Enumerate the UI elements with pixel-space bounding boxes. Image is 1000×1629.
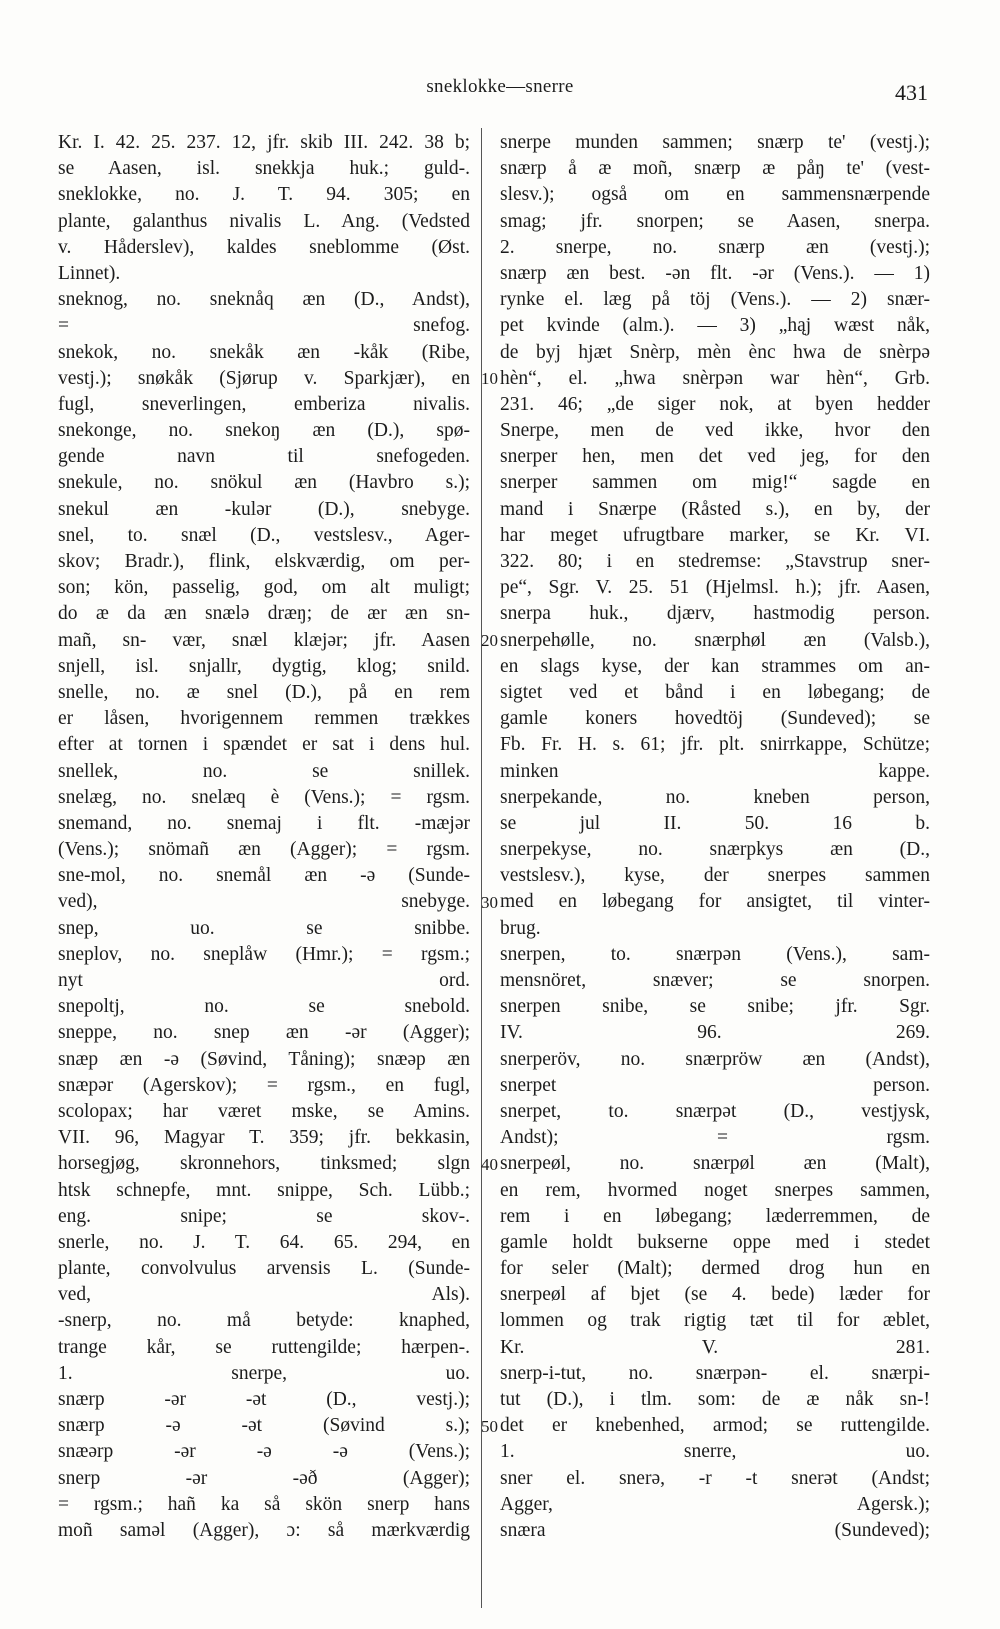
text-line: snerp-i-tut, no. snærpən- el. snærpi-: [500, 1362, 930, 1384]
text-line: snerpehølle, no. snærphøl æn (Valsb.),: [500, 629, 930, 651]
text-line: snel, to. snæl (D., vestslesv., Ager-: [58, 524, 470, 546]
text-line: en slags kyse, der kan strammes om an-: [500, 655, 930, 677]
text-line: Fb. Fr. H. s. 61; jfr. plt. snirrkappe, Schütze;: [500, 734, 930, 756]
text-line: scolopax; har været mske, se Amins.: [58, 1100, 470, 1122]
text-line: vestslesv.), kyse, der snerpes sammen: [500, 865, 930, 887]
line-number: 10: [481, 368, 498, 388]
text-line: se jul II. 50. 16 b.: [500, 812, 930, 834]
text-line: snerpen snibe, se snibe; jfr. Sgr.: [500, 996, 930, 1018]
text-line: snæra (Sundeved);: [500, 1519, 930, 1541]
text-line: snerperöv, no. snærpröw æn (Andst),: [500, 1048, 930, 1070]
text-line: minken kappe.: [500, 760, 930, 782]
text-line: snerle, no. J. T. 64. 65. 294, en: [58, 1231, 470, 1253]
text-line: snjell, isl. snjallr, dygtig, klog; snild.: [58, 655, 470, 677]
text-line: gamle holdt bukserne oppe med i stedet: [500, 1231, 930, 1253]
text-line: trange kår, se ruttengilde; hærpen-.: [58, 1336, 470, 1358]
text-line: snerpet person.: [500, 1074, 930, 1096]
text-line: snerper hen, men det ved jeg, for den: [500, 446, 930, 468]
text-line: hèn“, el. „hwa snèrpən war hèn“, Grb.: [500, 367, 930, 389]
text-line: Andst); = rgsm.: [500, 1127, 930, 1149]
text-line: brug.: [500, 917, 541, 939]
text-line: nyt ord.: [58, 970, 470, 991]
text-line: Snerpe, men de ved ikke, hvor den: [500, 420, 930, 442]
text-line: snerp -ər -əð (Agger);: [58, 1467, 470, 1489]
text-line: htsk schnepfe, mnt. snippe, Sch. Lübb.;: [58, 1179, 470, 1201]
text-line: snerper sammen om mig!“ sagde en: [500, 472, 930, 494]
text-line: = snefog.: [58, 315, 470, 337]
text-line: se Aasen, isl. snekkja huk.; guld-.: [58, 158, 470, 180]
text-line: v. Håderslev), kaldes sneblomme (Øst.: [58, 236, 470, 258]
text-line: lommen og trak rigtig tæt til for æblet,: [500, 1310, 930, 1332]
left-column: [58, 130, 470, 1544]
text-line: snæərp -ər -ə -ə (Vens.);: [58, 1441, 470, 1463]
line-number: 30: [481, 892, 498, 912]
text-line: det er knebenhed, armod; se ruttengilde.: [500, 1415, 930, 1437]
text-line: snærp -ə -ət (Søvind s.);: [58, 1415, 470, 1437]
text-line: Kr. I. 42. 25. 237. 12, jfr. skib III. 242. 38 b;: [58, 132, 470, 153]
text-line: VII. 96, Magyar T. 359; jfr. bekkasin,: [58, 1127, 470, 1149]
text-line: pet kvinde (alm.). — 3) „hąj wæst nåk,: [500, 315, 930, 337]
text-line: snellek, no. se snillek.: [58, 760, 470, 782]
text-line: mañ, sn- vær, snæl klæjər; jfr. Aasen: [58, 629, 470, 651]
text-line: smag; jfr. snorpen; se Aasen, snerpa.: [500, 210, 930, 232]
text-line: de byj hjæt Snèrp, mèn ènc hwa de snèrpə: [500, 341, 930, 363]
text-line: son; kön, passelig, god, om alt muligt;: [58, 577, 470, 599]
text-line: Linnet).: [58, 262, 121, 284]
text-line: snerpeøl, no. snærpøl æn (Malt),: [500, 1153, 930, 1175]
text-line: gende navn til snefogeden.: [58, 446, 470, 468]
text-line: snep, uo. se snibbe.: [58, 917, 470, 939]
text-line: ved, Als).: [58, 1284, 470, 1306]
text-line: plante, galanthus nivalis L. Ang. (Vedsted: [58, 210, 470, 232]
text-line: sneplov, no. sneplåw (Hmr.); = rgsm.;: [58, 943, 470, 965]
text-line: har meget ufrugtbare marker, se Kr. VI.: [500, 524, 930, 546]
text-line: sner el. snerə, -r -t snerət (Andst;: [500, 1467, 930, 1489]
text-line: snærp å æ moñ, snærp æ påŋ te' (vest-: [500, 158, 930, 180]
text-line: snerpa huk., djærv, hastmodig person.: [500, 603, 930, 625]
text-line: IV. 96. 269.: [500, 1022, 930, 1044]
text-line: sneppe, no. snep æn -ər (Agger);: [58, 1022, 470, 1044]
text-line: ved), snebyge.: [58, 891, 470, 913]
text-line: slesv.); også om en sammensnærpende: [500, 184, 930, 206]
text-line: snerpet, to. snærpət (D., vestjysk,: [500, 1100, 930, 1122]
text-line: Kr. V. 281.: [500, 1336, 930, 1358]
text-line: snekonge, no. snekoŋ æn (D.), spø-: [58, 420, 470, 442]
text-line: = rgsm.; hañ ka så skön snerp hans: [58, 1493, 470, 1515]
text-line: mand i Snærpe (Råsted s.), en by, der: [500, 498, 930, 520]
text-line: rynke el. læg på töj (Vens.). — 2) snær-: [500, 289, 930, 311]
text-line: snærp -ər -ət (D., vestj.);: [58, 1389, 470, 1410]
text-line: snelæg, no. snelæq è (Vens.); = rgsm.: [58, 786, 470, 808]
running-head: sneklokke—snerre: [426, 76, 574, 97]
text-line: horsegjøg, skronnehors, tinksmed; slgn: [58, 1153, 470, 1175]
column-divider: [481, 128, 482, 1608]
text-line: 322. 80; i en stedremse: „Stavstrup sner-: [500, 551, 930, 572]
text-line: mensnöret, snæver; se snorpen.: [500, 970, 930, 991]
text-line: 1. snerre, uo.: [500, 1441, 930, 1463]
text-line: (Vens.); snömañ æn (Agger); = rgsm.: [58, 839, 470, 861]
text-line: Agger, Agersk.);: [500, 1493, 930, 1515]
text-line: tut (D.), i tlm. som: de æ nåk sn-!: [500, 1389, 930, 1410]
text-line: snekul æn -kulər (D.), snebyge.: [58, 498, 470, 520]
text-line: vestj.); snøkåk (Sjørup v. Sparkjær), en: [58, 367, 470, 389]
text-line: snerpe munden sammen; snærp te' (vestj.);: [500, 132, 930, 153]
text-line: snæpər (Agerskov); = rgsm., en fugl,: [58, 1074, 470, 1096]
text-line: pe“, Sgr. V. 25. 51 (Hjelmsl. h.); jfr. Aasen,: [500, 577, 930, 599]
text-line: plante, convolvulus arvensis L. (Sunde-: [58, 1258, 470, 1280]
text-line: fugl, sneverlingen, emberiza nivalis.: [58, 393, 470, 415]
text-line: er låsen, hvorigennem remmen trækkes: [58, 708, 470, 730]
text-line: gamle koners hovedtöj (Sundeved); se: [500, 708, 930, 730]
text-line: sne-mol, no. snemål æn -ə (Sunde-: [58, 865, 470, 887]
text-line: snekok, no. snekåk æn -kåk (Ribe,: [58, 341, 470, 363]
text-line: 2. snerpe, no. snærp æn (vestj.);: [500, 236, 930, 258]
text-line: snekule, no. snökul æn (Havbro s.);: [58, 472, 470, 494]
text-line: sigtet ved et bånd i en løbegang; de: [500, 681, 930, 703]
text-line: 1. snerpe, uo.: [58, 1362, 470, 1384]
text-line: snelle, no. æ snel (D.), på en rem: [58, 681, 470, 703]
text-line: skov; Bradr.), flink, elskværdig, om per-: [58, 551, 470, 572]
text-line: snerpekande, no. kneben person,: [500, 786, 930, 808]
text-line: en rem, hvormed noget snerpes sammen,: [500, 1179, 930, 1201]
line-number: 40: [481, 1154, 498, 1174]
text-line: moñ saməl (Agger), ɔ: så mærkværdig: [58, 1519, 470, 1541]
text-line: snepoltj, no. se snebold.: [58, 996, 470, 1018]
right-column: [500, 130, 930, 1544]
text-line: snerpekyse, no. snærpkys æn (D.,: [500, 839, 930, 861]
text-line: snæp æn -ə (Søvind, Tåning); snæəp æn: [58, 1048, 470, 1070]
text-line: med en løbegang for ansigtet, til vinter-: [500, 891, 930, 913]
text-line: efter at tornen i spændet er sat i dens hul.: [58, 734, 470, 756]
text-line: -snerp, no. må betyde: knaphed,: [58, 1310, 470, 1332]
text-line: snerpeøl af bjet (se 4. bede) læder for: [500, 1284, 930, 1306]
text-line: for seler (Malt); dermed drog hun en: [500, 1258, 930, 1280]
text-line: 231. 46; „de siger nok, at byen hedder: [500, 393, 930, 415]
text-line: snemand, no. snemaj i flt. -mæjər: [58, 812, 470, 834]
text-line: rem i en løbegang; læderremmen, de: [500, 1205, 930, 1227]
line-number: 50: [481, 1416, 498, 1436]
text-line: snærp æn best. -ən flt. -ər (Vens.). — 1): [500, 262, 930, 284]
line-number: 20: [481, 630, 498, 650]
text-line: eng. snipe; se skov-.: [58, 1205, 470, 1227]
text-line: sneknog, no. sneknåq æn (D., Andst),: [58, 289, 470, 311]
page-number: 431: [895, 80, 928, 105]
text-line: sneklokke, no. J. T. 94. 305; en: [58, 184, 470, 206]
text-line: snerpen, to. snærpən (Vens.), sam-: [500, 943, 930, 965]
text-line: do æ da æn snælə dræŋ; de ær æn sn-: [58, 603, 470, 625]
